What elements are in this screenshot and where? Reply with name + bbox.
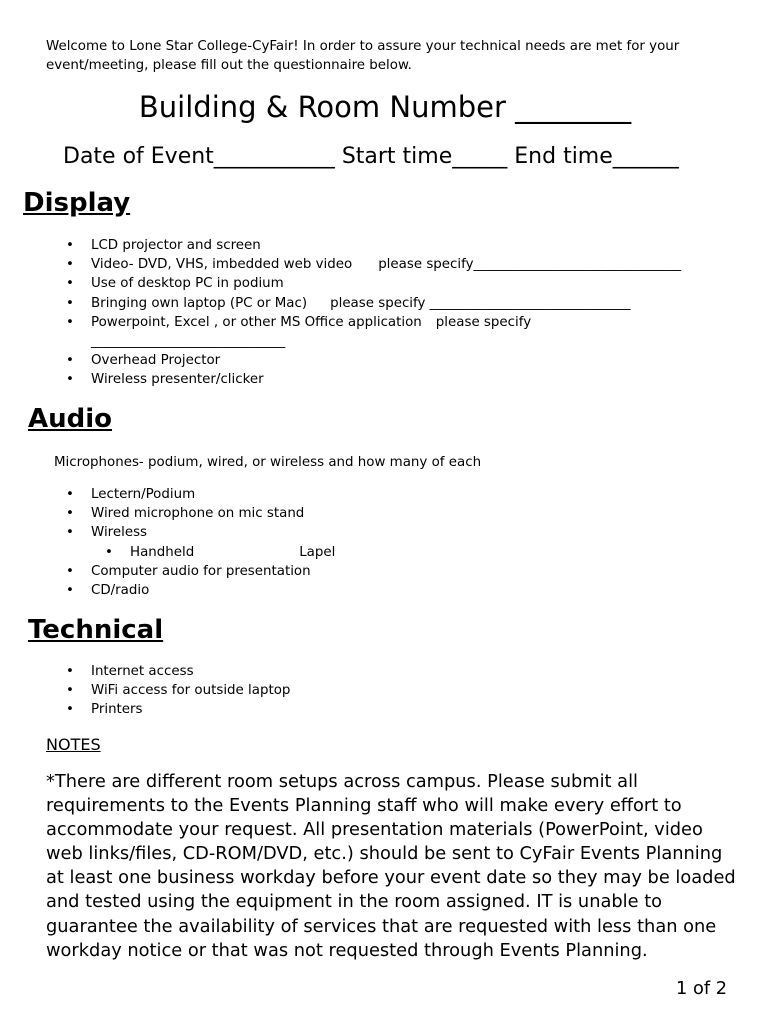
microphones-note: Microphones- podium, wired, or wireless and how many of each: [54, 455, 482, 470]
list-item: • Wireless presenter/clicker: [0, 370, 681, 389]
list-item: • Video- DVD, VHS, imbedded web video please specify_______________________________: [0, 255, 681, 274]
laptop-specify: please specify ______________________________: [330, 295, 631, 311]
list-item: • Computer audio for presentation: [0, 562, 335, 581]
notes-body: *There are different room setups across campus. Please submit all requirements to the Events Planning staff who will make every effort to accommodate your request. All presentation materials (PowerPoint, video web links/files, CD-ROM/DVD, etc.) should be sent to CyFair Events Planning at least one business workday before your event date so they may be loaded and tested using the equipment in the room assigned. IT is unable to guarantee the availability of services that are requested with less than one workday notice or that was not requested through Events Planning.: [46, 771, 736, 961]
building-room-field: Building & Room Number ________: [138, 90, 632, 124]
page-indicator: 1 of 2: [676, 978, 728, 999]
list-item: • LCD projector and screen: [0, 236, 681, 255]
date-time-fields: [63, 142, 679, 172]
audio-heading: Audio: [28, 404, 113, 434]
office-specify: please specify: [435, 314, 532, 330]
lapel-option: Lapel: [299, 544, 336, 560]
handheld-option: Handheld: [130, 544, 195, 560]
video-specify: please specify_______________________________: [378, 257, 682, 273]
intro-paragraph: Welcome to Lone Star College-CyFair! In order to assure your technical needs are met for your event/meeting, please fill out the questionnaire below.: [46, 39, 680, 73]
list-item: • WiFi access for outside laptop: [0, 681, 290, 700]
list-item: • Printers: [0, 700, 290, 719]
technical-list: [0, 662, 290, 720]
notes-heading: NOTES: [46, 735, 101, 754]
list-item: • Internet access: [0, 662, 290, 681]
wireless-subitem: [0, 543, 335, 562]
list-item: • Use of desktop PC in podium: [0, 274, 681, 293]
list-item: • Overhead Projector: [0, 351, 681, 370]
list-item: • Bringing own laptop (PC or Mac) please specify ______________________________: [0, 294, 681, 313]
display-heading: Display: [23, 188, 131, 218]
list-item: • Powerpoint, Excel , or other MS Office application please specify: [0, 313, 681, 332]
list-item: • CD/radio: [0, 581, 335, 600]
display-list: [0, 236, 681, 390]
end-time-field: End time______: [514, 144, 679, 169]
list-item: • Lectern/Podium: [0, 485, 335, 504]
technical-heading: Technical: [28, 615, 164, 645]
date-of-event-field: Date of Event___________: [63, 144, 335, 169]
list-item: • Wireless: [0, 523, 335, 542]
office-specify-blank: _____________________________: [91, 334, 286, 350]
start-time-field: Start time_____: [341, 144, 508, 169]
audio-list: [0, 485, 335, 600]
list-item: • Wired microphone on mic stand: [0, 504, 335, 523]
